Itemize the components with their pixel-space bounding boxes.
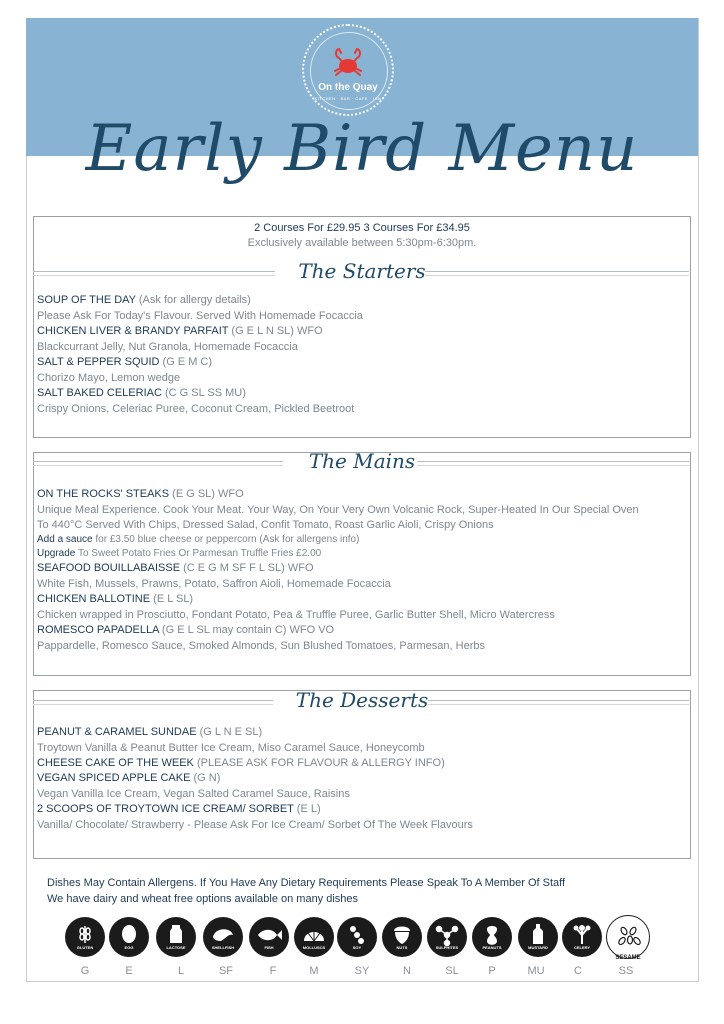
soy-icon: SOY	[337, 917, 377, 957]
pricing-availability: Exclusively available between 5:30pm-6:30pm.	[247, 237, 477, 249]
menu-item: SALT & PEPPER SQUID (G E M C)	[37, 356, 213, 368]
shellfish-icon: SHELLFISH	[203, 917, 243, 957]
desserts-heading: The Desserts	[295, 688, 429, 712]
page-title: Early Bird Menu	[85, 112, 639, 186]
menu-item: CHICKEN BALLOTINE (E L SL)	[37, 593, 194, 605]
sauce-option: Add a sauce for £3.50 blue cheese or peppercorn (Ask for allergens info)	[37, 534, 360, 545]
menu-item: SEAFOOD BOUILLABAISSE (C E G M SF F L SL) WFO	[37, 562, 314, 574]
allergen-notice: Dishes May Contain Allergens. If You Have Any Dietary Requirements Please Speak To A Member Of Staff	[47, 877, 566, 889]
allergen-code: L	[177, 965, 185, 977]
allergen-code: SL	[445, 965, 459, 977]
menu-item-desc: Chorizo Mayo, Lemon wedge	[37, 372, 181, 384]
allergen-code: N	[403, 965, 411, 977]
logo-name: On the Quay	[318, 82, 378, 93]
upgrade-option: Upgrade To Sweet Potato Fries Or Parmesan Truffle Fries £2.00	[37, 548, 322, 559]
menu-item-desc: Please Ask For Today's Flavour. Served With Homemade Focaccia	[37, 310, 363, 322]
egg-icon: EGG	[109, 917, 149, 957]
gluten-icon: GLUTEN	[65, 917, 105, 957]
menu-item: ROMESCO PAPADELLA (G E L SL may contain C) WFO VO	[37, 624, 335, 636]
crab-icon	[332, 46, 364, 80]
allergen-code: F	[269, 965, 277, 977]
allergen-code: G	[80, 965, 90, 977]
mains-heading: The Mains	[308, 449, 416, 473]
mustard-icon: MUSTARD	[518, 917, 558, 957]
sesame-icon	[606, 915, 650, 959]
menu-item: SALT BAKED CELERIAC (C G SL SS MU)	[37, 387, 246, 399]
molluscs-icon: MOLLUSCS	[294, 917, 334, 957]
menu-item-desc: Vegan Vanilla Ice Cream, Vegan Salted Caramel Sauce, Raisins	[37, 788, 350, 800]
celery-icon: CELERY	[562, 917, 602, 957]
nuts-icon: NUTS	[382, 917, 422, 957]
allergen-code: E	[125, 965, 133, 977]
menu-item: CHICKEN LIVER & BRANDY PARFAIT (G E L N SL) WFO	[37, 325, 323, 337]
allergen-code: SY	[354, 965, 370, 977]
menu-item-desc: To 440°C Served With Chips, Dressed Salad, Confit Tomato, Roast Garlic Aioli, Crispy Onions	[37, 519, 494, 531]
allergen-code: C	[574, 965, 582, 977]
pricing-courses: 2 Courses For £29.95 3 Courses For £34.95	[254, 222, 470, 234]
logo-tagline: KITCHEN · BAR · CAFE · INN	[314, 96, 382, 101]
starters-heading: The Starters	[298, 259, 426, 283]
allergen-code: SF	[218, 965, 234, 977]
lactose-icon: LACTOSE	[156, 917, 196, 957]
restaurant-logo	[302, 24, 394, 116]
allergen-code: MU	[527, 965, 545, 977]
peanuts-icon: PEANUTS	[472, 917, 512, 957]
allergen-code: M	[309, 965, 319, 977]
allergen-code: P	[488, 965, 496, 977]
menu-item-desc: Crispy Onions, Celeriac Puree, Coconut Cream, Pickled Beetroot	[37, 403, 355, 415]
menu-item-desc: Vanilla/ Chocolate/ Strawberry - Please Ask For Ice Cream/ Sorbet Of The Week Flavours	[37, 819, 473, 831]
allergen-code: SS	[618, 965, 634, 977]
fish-icon: FISH	[249, 917, 289, 957]
menu-item: CHEESE CAKE OF THE WEEK (PLEASE ASK FOR FLAVOUR & ALLERGY INFO)	[37, 757, 445, 769]
menu-item-desc: Chicken wrapped in Prosciutto, Fondant Potato, Pea & Truffle Puree, Garlic Butter Shell, Micro Watercress	[37, 609, 555, 621]
dietary-notice: We have dairy and wheat free options available on many dishes	[47, 893, 359, 905]
menu-item: SOUP OF THE DAY (Ask for allergy details)	[37, 294, 251, 306]
menu-item: ON THE ROCKS' STEAKS (E G SL) WFO	[37, 488, 244, 500]
menu-item: PEANUT & CARAMEL SUNDAE (G L N E SL)	[37, 726, 263, 738]
menu-item-desc: White Fish, Mussels, Prawns, Potato, Saffron Aioli, Homemade Focaccia	[37, 578, 391, 590]
menu-item-desc: Pappardelle, Romesco Sauce, Smoked Almonds, Sun Blushed Tomatoes, Parmesan, Herbs	[37, 640, 485, 652]
menu-item-desc: Unique Meal Experience. Cook Your Meat. Your Way, On Your Very Own Volcanic Rock, Super-Heated In Our Special Oven	[37, 504, 639, 516]
sesame-label: SESAME	[615, 955, 641, 961]
menu-item-desc: Blackcurrant Jelly, Nut Granola, Homemade Focaccia	[37, 341, 298, 353]
menu-item-desc: Troytown Vanilla & Peanut Butter Ice Cream, Miso Caramel Sauce, Honeycomb	[37, 742, 425, 754]
menu-item: VEGAN SPICED APPLE CAKE (G N)	[37, 772, 221, 784]
sulphites-icon: SULPHITES	[427, 917, 467, 957]
menu-item: 2 SCOOPS OF TROYTOWN ICE CREAM/ SORBET (E L)	[37, 803, 321, 815]
